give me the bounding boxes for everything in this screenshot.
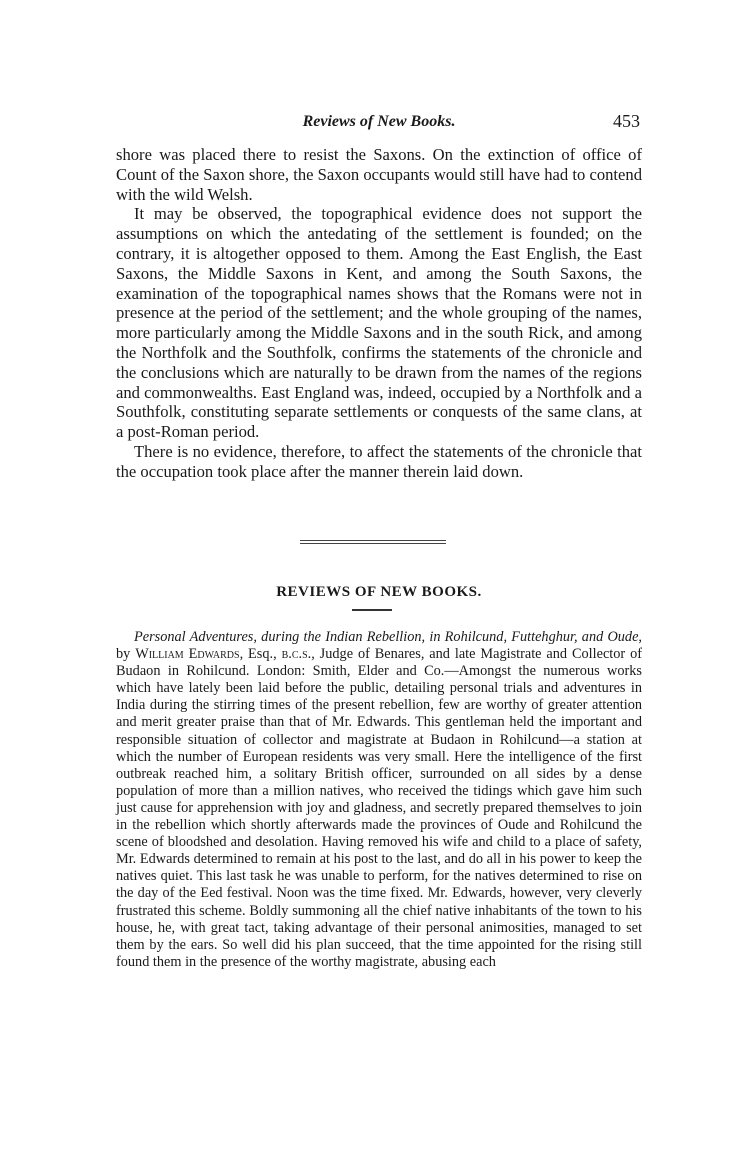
- paragraph: There is no evidence, therefore, to affect the statements of the chronicle that the occupation took place after the manner therein laid down.: [116, 441, 642, 481]
- essay-continuation: [116, 145, 642, 482]
- heading-rule: [352, 609, 392, 611]
- review-by: by: [116, 646, 136, 663]
- author-credential: b.c.s.: [281, 646, 312, 663]
- section-heading: REVIEWS OF NEW BOOKS.: [276, 584, 482, 600]
- review-body: , Judge of Benares, and late Magistrate and Collector of Budaon in Rohilcund. London: Smith, Elder and Co.—Amongst the numerous works which have lately been laid before the public, detailing personal trials and adventures in India during the stirring times of the present rebellion, few are worthy of greater attention and merit greater praise than that of Mr. Edwards. This gentleman held the important and responsible situation of collector and magistrate at Budaon in Rohilcund—a station at which the number of European residents was very small. Here the intelligence of the first outbreak reached him, a solitary British officer, surrounded on all sides by a dense population of more than a million natives, who received the tidings which gave him such just cause for apprehension with joy and gladness, and secretly prepared themselves to join in the rebellion which shortly afterwards made the provinces of Oude and Rohilcund the scene of bloodshed and desolation. Having removed his wife and child to a place of safety, Mr. Edwards determined to remain at his post to the last, and do all in his power to keep the natives quiet. This last task he was unable to perform, for the natives determined to rise on the day of the Eed festival. Noon was the time fixed. Mr. Edwards, however, very cleverly frustrated this scheme. Boldly summoning all the chief native inhabitants of the town to his house, he, with great tact, taking advantage of their personal animosities, managed to set them by the ears. So well did his plan succeed, that the time appointed for the rising still found them in the presence of the worthy magistrate, abusing each: [116, 646, 643, 970]
- paragraph: shore was placed there to resist the Saxons. On the extinction of office of Count of the Saxon shore, the Saxon occupants would still have had to contend with the wild Welsh.: [116, 145, 642, 204]
- author-suffix: , Esq.,: [239, 646, 282, 663]
- paragraph: It may be observed, the topographical evidence does not support the assumptions on which the antedating of the settlement is founded; on the contrary, it is altogether opposed to them. Among the East English, the East Saxons, the Middle Saxons in Kent, and among the South Saxons, the examination of the topographical names shows that the Romans were not in presence at the period of the settlement; and the whole grouping of the names, more particularly among the Middle Saxons and in the south Rick, and among the Northfolk and the Southfolk, confirms the statements of the chronicle and the conclusions which are naturally to be drawn from the names of the regions and commonwealths. East England was, indeed, occupied by a Northfolk and a Southfolk, constituting separate settlements or conquests of the same clans, at a post-Roman period.: [116, 204, 642, 442]
- section-divider: [300, 540, 446, 546]
- page-number: 453: [613, 111, 640, 131]
- running-head: [116, 111, 642, 135]
- book-review: [116, 629, 642, 971]
- running-title: Reviews of New Books.: [302, 113, 456, 130]
- book-title: Personal Adventures, during the Indian Rebellion, in Rohilcund, Futtehghur, and Oude,: [134, 629, 642, 645]
- author-name: William Edwards: [135, 646, 240, 663]
